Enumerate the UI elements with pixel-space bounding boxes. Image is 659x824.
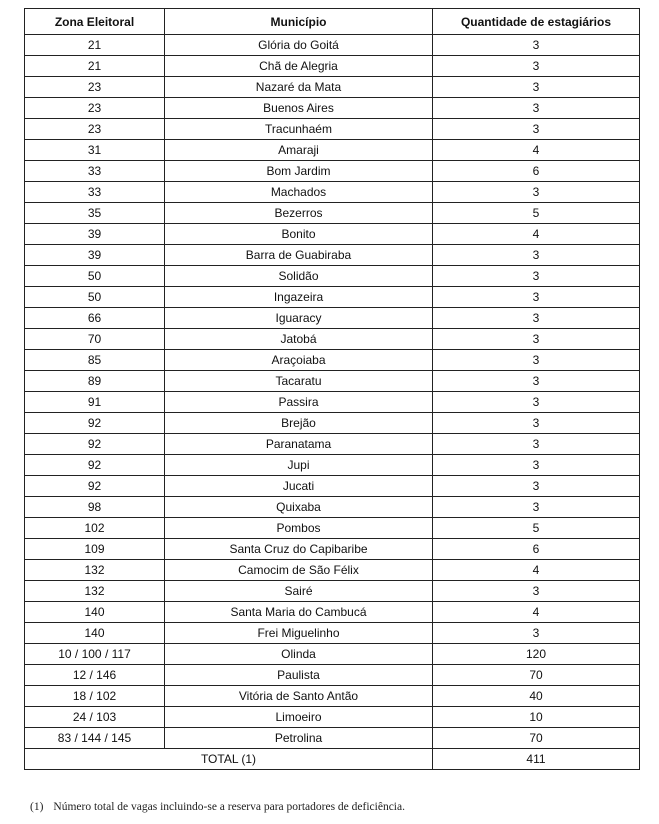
table-row [25, 350, 640, 371]
header-quantidade: Quantidade de estagiários [433, 9, 640, 35]
table-row [25, 140, 640, 161]
cell-quantidade: 3 [433, 476, 640, 497]
cell-zona: 23 [25, 98, 165, 119]
cell-quantidade: 6 [433, 161, 640, 182]
cell-quantidade: 5 [433, 518, 640, 539]
table-row [25, 392, 640, 413]
cell-quantidade: 4 [433, 602, 640, 623]
cell-zona: 10 / 100 / 117 [25, 644, 165, 665]
table-row [25, 77, 640, 98]
table-row [25, 644, 640, 665]
table-row [25, 581, 640, 602]
cell-municipio: Brejão [165, 413, 433, 434]
cell-zona: 31 [25, 140, 165, 161]
cell-zona: 23 [25, 77, 165, 98]
cell-quantidade: 4 [433, 560, 640, 581]
table-row [25, 56, 640, 77]
cell-quantidade: 6 [433, 539, 640, 560]
table-row [25, 413, 640, 434]
cell-municipio: Glória do Goitá [165, 35, 433, 56]
table-row [25, 728, 640, 749]
cell-quantidade: 3 [433, 329, 640, 350]
cell-zona: 89 [25, 371, 165, 392]
cell-zona: 24 / 103 [25, 707, 165, 728]
cell-municipio: Machados [165, 182, 433, 203]
table-row [25, 371, 640, 392]
table-row [25, 161, 640, 182]
cell-municipio: Passira [165, 392, 433, 413]
cell-quantidade: 3 [433, 308, 640, 329]
cell-municipio: Barra de Guabiraba [165, 245, 433, 266]
cell-quantidade: 3 [433, 581, 640, 602]
table-row [25, 287, 640, 308]
cell-zona: 70 [25, 329, 165, 350]
cell-quantidade: 3 [433, 392, 640, 413]
footnote-marker: (1) [30, 801, 44, 813]
cell-zona: 50 [25, 266, 165, 287]
cell-quantidade: 10 [433, 707, 640, 728]
table-row [25, 686, 640, 707]
cell-municipio: Araçoiaba [165, 350, 433, 371]
cell-municipio: Tracunhaém [165, 119, 433, 140]
cell-municipio: Jupi [165, 455, 433, 476]
cell-quantidade: 3 [433, 455, 640, 476]
cell-zona: 66 [25, 308, 165, 329]
cell-municipio: Chã de Alegria [165, 56, 433, 77]
cell-zona: 109 [25, 539, 165, 560]
cell-municipio: Jucati [165, 476, 433, 497]
cell-municipio: Petrolina [165, 728, 433, 749]
table-row [25, 98, 640, 119]
table-row [25, 329, 640, 350]
table-row [25, 707, 640, 728]
cell-zona: 12 / 146 [25, 665, 165, 686]
cell-municipio: Camocim de São Félix [165, 560, 433, 581]
cell-quantidade: 3 [433, 497, 640, 518]
table-row [25, 245, 640, 266]
cell-quantidade: 3 [433, 434, 640, 455]
table-row [25, 602, 640, 623]
cell-municipio: Buenos Aires [165, 98, 433, 119]
cell-quantidade: 40 [433, 686, 640, 707]
cell-zona: 140 [25, 602, 165, 623]
cell-municipio: Solidão [165, 266, 433, 287]
total-row [25, 749, 640, 770]
cell-zona: 33 [25, 182, 165, 203]
table-row [25, 539, 640, 560]
cell-zona: 92 [25, 434, 165, 455]
cell-zona: 33 [25, 161, 165, 182]
header-zona-eleitoral: Zona Eleitoral [25, 9, 165, 35]
cell-zona: 83 / 144 / 145 [25, 728, 165, 749]
cell-zona: 132 [25, 581, 165, 602]
table-row [25, 266, 640, 287]
cell-quantidade: 3 [433, 371, 640, 392]
cell-quantidade: 3 [433, 182, 640, 203]
cell-zona: 39 [25, 245, 165, 266]
cell-municipio: Pombos [165, 518, 433, 539]
cell-municipio: Sairé [165, 581, 433, 602]
interns-table [24, 8, 640, 770]
cell-quantidade: 3 [433, 266, 640, 287]
cell-municipio: Tacaratu [165, 371, 433, 392]
cell-municipio: Limoeiro [165, 707, 433, 728]
cell-municipio: Paulista [165, 665, 433, 686]
cell-zona: 23 [25, 119, 165, 140]
table-row [25, 497, 640, 518]
header-municipio: Município [165, 9, 433, 35]
cell-quantidade: 3 [433, 287, 640, 308]
table-row [25, 434, 640, 455]
cell-quantidade: 70 [433, 665, 640, 686]
cell-municipio: Paranatama [165, 434, 433, 455]
cell-zona: 35 [25, 203, 165, 224]
cell-municipio: Bezerros [165, 203, 433, 224]
table-row [25, 203, 640, 224]
cell-zona: 132 [25, 560, 165, 581]
cell-quantidade: 120 [433, 644, 640, 665]
cell-municipio: Frei Miguelinho [165, 623, 433, 644]
cell-zona: 18 / 102 [25, 686, 165, 707]
cell-municipio: Iguaracy [165, 308, 433, 329]
total-label: TOTAL (1) [25, 749, 433, 770]
cell-zona: 98 [25, 497, 165, 518]
cell-municipio: Nazaré da Mata [165, 77, 433, 98]
table-row [25, 308, 640, 329]
cell-zona: 21 [25, 35, 165, 56]
cell-zona: 92 [25, 413, 165, 434]
cell-zona: 92 [25, 476, 165, 497]
cell-quantidade: 5 [433, 203, 640, 224]
table-body [25, 35, 640, 749]
cell-municipio: Amaraji [165, 140, 433, 161]
cell-quantidade: 3 [433, 98, 640, 119]
table-row [25, 119, 640, 140]
total-value: 411 [433, 749, 640, 770]
cell-municipio: Bonito [165, 224, 433, 245]
cell-quantidade: 3 [433, 35, 640, 56]
cell-zona: 50 [25, 287, 165, 308]
cell-quantidade: 4 [433, 140, 640, 161]
table-row [25, 224, 640, 245]
cell-municipio: Jatobá [165, 329, 433, 350]
table-row [25, 35, 640, 56]
cell-quantidade: 3 [433, 245, 640, 266]
cell-zona: 39 [25, 224, 165, 245]
cell-municipio: Bom Jardim [165, 161, 433, 182]
cell-zona: 85 [25, 350, 165, 371]
table-row [25, 665, 640, 686]
table-header-row [25, 9, 640, 35]
cell-quantidade: 4 [433, 224, 640, 245]
cell-municipio: Santa Cruz do Capibaribe [165, 539, 433, 560]
cell-zona: 102 [25, 518, 165, 539]
footnote-text: Número total de vagas incluindo-se a reserva para portadores de deficiência. [53, 801, 405, 813]
footnote [30, 801, 405, 813]
cell-quantidade: 3 [433, 119, 640, 140]
cell-quantidade: 3 [433, 56, 640, 77]
cell-municipio: Santa Maria do Cambucá [165, 602, 433, 623]
table-row [25, 182, 640, 203]
cell-municipio: Vitória de Santo Antão [165, 686, 433, 707]
cell-quantidade: 70 [433, 728, 640, 749]
cell-zona: 140 [25, 623, 165, 644]
cell-quantidade: 3 [433, 413, 640, 434]
table-row [25, 455, 640, 476]
cell-quantidade: 3 [433, 350, 640, 371]
cell-municipio: Ingazeira [165, 287, 433, 308]
table-row [25, 623, 640, 644]
cell-quantidade: 3 [433, 77, 640, 98]
table-row [25, 560, 640, 581]
cell-municipio: Olinda [165, 644, 433, 665]
table-row [25, 476, 640, 497]
table-row [25, 518, 640, 539]
cell-quantidade: 3 [433, 623, 640, 644]
cell-zona: 91 [25, 392, 165, 413]
cell-municipio: Quixaba [165, 497, 433, 518]
cell-zona: 92 [25, 455, 165, 476]
cell-zona: 21 [25, 56, 165, 77]
